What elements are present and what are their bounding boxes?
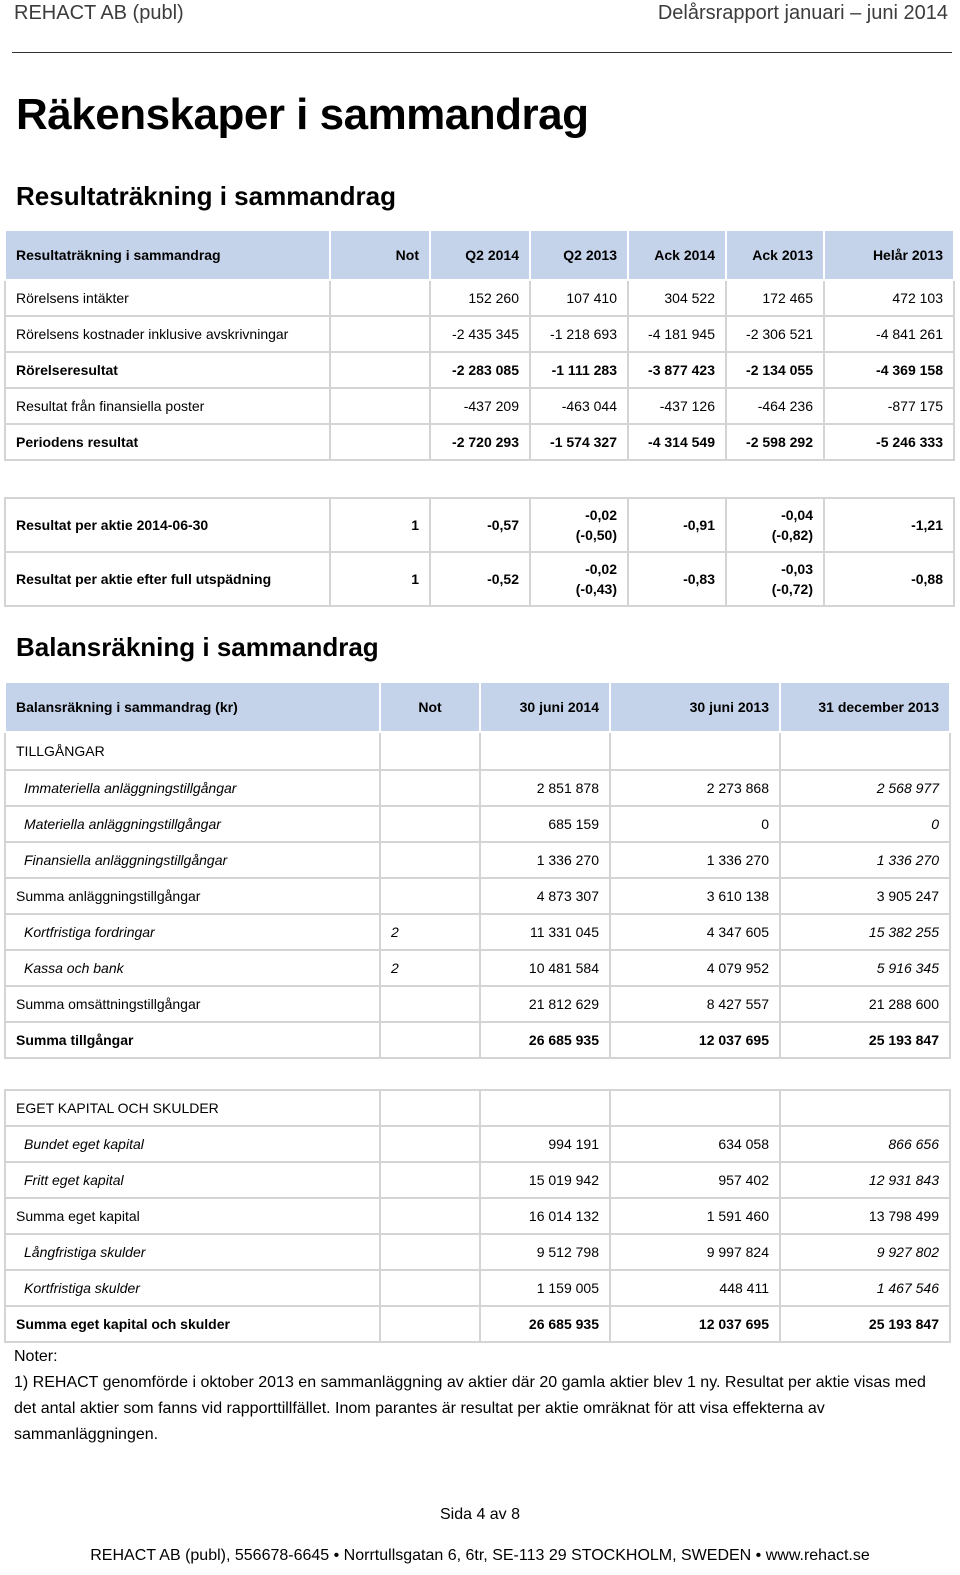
table-row <box>5 1162 950 1198</box>
table-row <box>5 1270 950 1306</box>
cell-value: -0,88 <box>824 552 954 606</box>
cell-value: -2 435 345 <box>430 316 530 352</box>
cell-value: 2 568 977 <box>780 770 950 806</box>
table-row <box>5 1306 950 1342</box>
cell-value: 1 159 005 <box>480 1270 610 1306</box>
cell-value: -0,52 <box>430 552 530 606</box>
cell-value: -4 369 158 <box>824 352 954 388</box>
cell-value: 13 798 499 <box>780 1198 950 1234</box>
equity-heading-row <box>5 1090 950 1126</box>
eps-value: -0,04 <box>781 507 813 523</box>
row-label: Summa anläggningstillgångar <box>5 878 380 914</box>
row-not <box>380 1198 480 1234</box>
cell-value <box>726 552 824 606</box>
row-label: Fritt eget kapital <box>5 1162 380 1198</box>
table-row <box>5 950 950 986</box>
row-not: 1 <box>330 552 430 606</box>
cell-value: 0 <box>610 806 780 842</box>
income-col-q2-2014: Q2 2014 <box>430 230 530 280</box>
cell-value: 15 382 255 <box>780 914 950 950</box>
balance-col-label: Balansräkning i sammandrag (kr) <box>5 682 380 732</box>
table-row <box>5 1126 950 1162</box>
cell-value: 1 336 270 <box>480 842 610 878</box>
cell-value: 994 191 <box>480 1126 610 1162</box>
row-not <box>330 280 430 316</box>
empty-cell <box>610 732 780 770</box>
equity-liabilities-table <box>4 1089 951 1343</box>
row-not <box>380 1306 480 1342</box>
cell-value: -463 044 <box>530 388 628 424</box>
cell-value: -0,57 <box>430 498 530 552</box>
table-row <box>5 316 954 352</box>
eps-restated-value: (-0,72) <box>771 581 813 597</box>
report-title: Delårsrapport januari – juni 2014 <box>657 2 948 24</box>
row-not <box>380 1022 480 1058</box>
eps-restated-value: (-0,82) <box>771 527 813 543</box>
cell-value: 21 812 629 <box>480 986 610 1022</box>
cell-value: -4 314 549 <box>628 424 726 460</box>
empty-cell <box>480 732 610 770</box>
cell-value: 1 336 270 <box>780 842 950 878</box>
cell-value: 21 288 600 <box>780 986 950 1022</box>
cell-value: -877 175 <box>824 388 954 424</box>
cell-value <box>530 498 628 552</box>
cell-value: 448 411 <box>610 1270 780 1306</box>
cell-value <box>530 552 628 606</box>
cell-value: 25 193 847 <box>780 1306 950 1342</box>
page-number: Sida 4 av 8 <box>439 1506 521 1523</box>
row-label: Periodens resultat <box>5 424 330 460</box>
row-not <box>380 1234 480 1270</box>
row-label: Immateriella anläggningstillgångar <box>5 770 380 806</box>
row-not: 1 <box>330 498 430 552</box>
cell-value: 26 685 935 <box>480 1022 610 1058</box>
balance-header-row <box>5 682 950 732</box>
row-label: Summa omsättningstillgångar <box>5 986 380 1022</box>
cell-value: 1 336 270 <box>610 842 780 878</box>
cell-value: -4 841 261 <box>824 316 954 352</box>
cell-value: -464 236 <box>726 388 824 424</box>
cell-value: 3 610 138 <box>610 878 780 914</box>
row-not <box>380 1270 480 1306</box>
row-not <box>380 1126 480 1162</box>
row-label: Finansiella anläggningstillgångar <box>5 842 380 878</box>
cell-value: -1 111 283 <box>530 352 628 388</box>
cell-value: 2 273 868 <box>610 770 780 806</box>
cell-value: -0,91 <box>628 498 726 552</box>
row-not <box>380 770 480 806</box>
cell-value: 11 331 045 <box>480 914 610 950</box>
empty-cell <box>780 732 950 770</box>
row-label: Summa eget kapital och skulder <box>5 1306 380 1342</box>
cell-value: 12 037 695 <box>610 1306 780 1342</box>
cell-value: -437 126 <box>628 388 726 424</box>
cell-value: 5 916 345 <box>780 950 950 986</box>
cell-value: 304 522 <box>628 280 726 316</box>
table-row <box>5 352 954 388</box>
table-row <box>5 1198 950 1234</box>
cell-value: 0 <box>780 806 950 842</box>
row-not <box>380 842 480 878</box>
cell-value: -2 306 521 <box>726 316 824 352</box>
table-row <box>5 806 950 842</box>
row-not <box>330 316 430 352</box>
page-header <box>0 0 960 56</box>
income-col-label: Resultaträkning i sammandrag <box>5 230 330 280</box>
row-not <box>380 986 480 1022</box>
cell-value: -1 218 693 <box>530 316 628 352</box>
cell-value: 15 019 942 <box>480 1162 610 1198</box>
cell-value: 8 427 557 <box>610 986 780 1022</box>
cell-value: 10 481 584 <box>480 950 610 986</box>
row-not <box>330 388 430 424</box>
cell-value: 12 931 843 <box>780 1162 950 1198</box>
cell-value: 16 014 132 <box>480 1198 610 1234</box>
cell-value: 26 685 935 <box>480 1306 610 1342</box>
cell-value: 4 347 605 <box>610 914 780 950</box>
cell-value: -5 246 333 <box>824 424 954 460</box>
table-row <box>5 280 954 316</box>
income-col-ack-2014: Ack 2014 <box>628 230 726 280</box>
eps-restated-value: (-0,43) <box>575 581 617 597</box>
empty-cell <box>380 1090 480 1126</box>
empty-cell <box>480 1090 610 1126</box>
balance-sheet-table <box>4 681 951 1059</box>
row-not <box>330 424 430 460</box>
cell-value: 12 037 695 <box>610 1022 780 1058</box>
income-section-title: Resultaträkning i sammandrag <box>16 181 396 211</box>
income-col-year-2013: Helår 2013 <box>824 230 954 280</box>
empty-cell <box>610 1090 780 1126</box>
row-label: Kortfristiga skulder <box>5 1270 380 1306</box>
income-col-q2-2013: Q2 2013 <box>530 230 628 280</box>
cell-value: 634 058 <box>610 1126 780 1162</box>
table-row <box>5 914 950 950</box>
balance-section-title: Balansräkning i sammandrag <box>16 632 379 662</box>
cell-value: 4 873 307 <box>480 878 610 914</box>
notes-title: Noter: <box>14 1348 58 1365</box>
empty-cell <box>380 732 480 770</box>
cell-value: 9 927 802 <box>780 1234 950 1270</box>
empty-cell <box>780 1090 950 1126</box>
cell-value: -2 283 085 <box>430 352 530 388</box>
cell-value: 4 079 952 <box>610 950 780 986</box>
row-label: Rörelsens intäkter <box>5 280 330 316</box>
cell-value: -0,83 <box>628 552 726 606</box>
eps-value: -0,02 <box>585 561 617 577</box>
header-rule <box>12 52 952 53</box>
cell-value: 172 465 <box>726 280 824 316</box>
table-row <box>5 498 954 552</box>
cell-value <box>726 498 824 552</box>
row-label: Resultat per aktie 2014-06-30 <box>5 498 330 552</box>
income-col-ack-2013: Ack 2013 <box>726 230 824 280</box>
balance-col-jun-2013: 30 juni 2013 <box>610 682 780 732</box>
cell-value: 107 410 <box>530 280 628 316</box>
balance-col-dec-2013: 31 december 2013 <box>780 682 950 732</box>
row-label: Kortfristiga fordringar <box>5 914 380 950</box>
income-col-not: Not <box>330 230 430 280</box>
cell-value: 957 402 <box>610 1162 780 1198</box>
cell-value: 2 851 878 <box>480 770 610 806</box>
row-not <box>380 806 480 842</box>
cell-value: -437 209 <box>430 388 530 424</box>
row-label: Långfristiga skulder <box>5 1234 380 1270</box>
row-not <box>380 878 480 914</box>
cell-value: -3 877 423 <box>628 352 726 388</box>
table-row <box>5 878 950 914</box>
cell-value: 1 591 460 <box>610 1198 780 1234</box>
row-label: Summa tillgångar <box>5 1022 380 1058</box>
row-label: Resultat per aktie efter full utspädning <box>5 552 330 606</box>
row-not: 2 <box>380 914 480 950</box>
row-label: Kassa och bank <box>5 950 380 986</box>
equity-heading: EGET KAPITAL OCH SKULDER <box>5 1090 380 1126</box>
cell-value: -1,21 <box>824 498 954 552</box>
row-not <box>330 352 430 388</box>
table-row <box>5 842 950 878</box>
cell-value: 472 103 <box>824 280 954 316</box>
note-1-text: 1) REHACT genomförde i oktober 2013 en sammanläggning av aktier där 20 gamla aktier blev 1 ny. Resultat per aktie visas med det antal aktier som fanns vid rapporttillfället. Inom parantes är resultat per aktie omräknat för att visa effekterna av sammanläggningen. <box>14 1374 926 1443</box>
company-address: REHACT AB (publ), 556678-6645 • Norrtullsgatan 6, 6tr, SE-113 29 STOCKHOLM, SWEDEN • www.rehact.se <box>90 1547 870 1564</box>
cell-value: -2 720 293 <box>430 424 530 460</box>
eps-table <box>4 497 955 607</box>
table-row <box>5 388 954 424</box>
eps-value: -0,03 <box>781 561 813 577</box>
cell-value: -1 574 327 <box>530 424 628 460</box>
cell-value: 866 656 <box>780 1126 950 1162</box>
table-row <box>5 770 950 806</box>
cell-value: 3 905 247 <box>780 878 950 914</box>
cell-value: 152 260 <box>430 280 530 316</box>
table-row <box>5 986 950 1022</box>
row-label: Rörelsens kostnader inklusive avskrivningar <box>5 316 330 352</box>
eps-value: -0,02 <box>585 507 617 523</box>
table-row <box>5 424 954 460</box>
cell-value: 685 159 <box>480 806 610 842</box>
income-statement-table <box>4 229 955 461</box>
assets-heading: TILLGÅNGAR <box>5 732 380 770</box>
row-label: Rörelseresultat <box>5 352 330 388</box>
row-label: Materiella anläggningstillgångar <box>5 806 380 842</box>
balance-col-jun-2014: 30 juni 2014 <box>480 682 610 732</box>
table-row <box>5 552 954 606</box>
row-not: 2 <box>380 950 480 986</box>
assets-heading-row <box>5 732 950 770</box>
notes <box>14 1344 944 1448</box>
company-name: REHACT AB (publ) <box>14 2 184 24</box>
eps-restated-value: (-0,50) <box>575 527 617 543</box>
cell-value: 9 997 824 <box>610 1234 780 1270</box>
table-row <box>5 1234 950 1270</box>
cell-value: 1 467 546 <box>780 1270 950 1306</box>
page-title: Räkenskaper i sammandrag <box>16 90 589 139</box>
cell-value: 25 193 847 <box>780 1022 950 1058</box>
cell-value: -2 598 292 <box>726 424 824 460</box>
row-label: Bundet eget kapital <box>5 1126 380 1162</box>
cell-value: -4 181 945 <box>628 316 726 352</box>
balance-col-not: Not <box>380 682 480 732</box>
row-label: Summa eget kapital <box>5 1198 380 1234</box>
cell-value: -2 134 055 <box>726 352 824 388</box>
income-header-row <box>5 230 954 280</box>
row-not <box>380 1162 480 1198</box>
table-row <box>5 1022 950 1058</box>
cell-value: 9 512 798 <box>480 1234 610 1270</box>
row-label: Resultat från finansiella poster <box>5 388 330 424</box>
